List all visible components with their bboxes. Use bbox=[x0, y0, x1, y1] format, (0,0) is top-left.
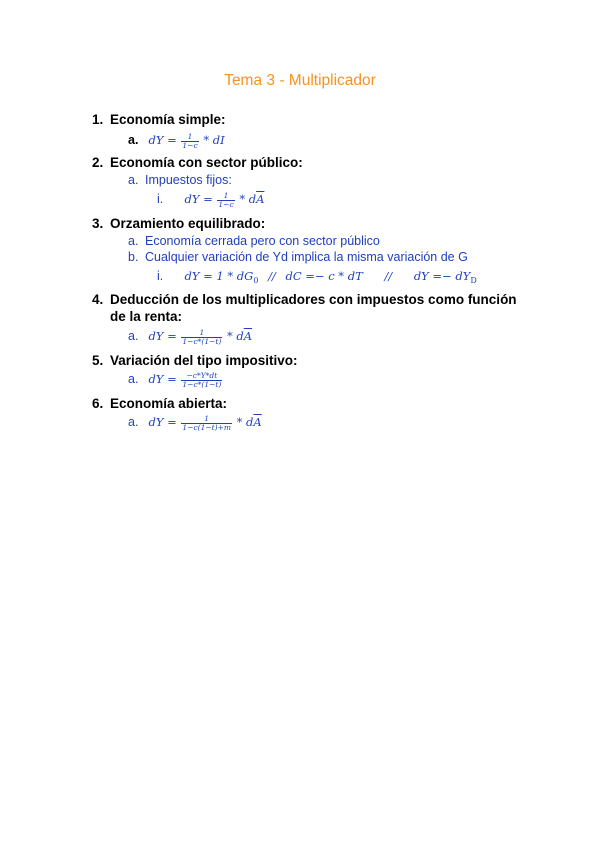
formula-lhs: dY = bbox=[148, 372, 177, 386]
sub-text: Cualquier variación de Yd implica la misma variación de G bbox=[145, 250, 468, 264]
sub-item-text bbox=[128, 172, 232, 188]
numerator: 1 bbox=[181, 415, 232, 424]
sub-marker: a. bbox=[128, 133, 139, 147]
sub-text: Economía cerrada pero con sector público bbox=[145, 234, 380, 248]
formula-lhs: dY = bbox=[148, 329, 177, 343]
item-heading: Economía con sector público: bbox=[110, 155, 303, 170]
denominator: 1−c*(1−t) bbox=[182, 379, 222, 389]
sub-marker: a. bbox=[128, 234, 139, 248]
formula-lhs: dY = bbox=[148, 133, 177, 147]
item-tipo-impositivo bbox=[92, 352, 530, 369]
formula-part: dY = 1 * dG bbox=[184, 269, 254, 283]
fraction bbox=[181, 329, 222, 346]
formula-tax-rate-variation bbox=[148, 370, 223, 389]
page-title: Tema 3 - Multiplicador bbox=[224, 72, 376, 89]
item-heading: Deducción de los multiplicadores con impuestos como función de la renta: bbox=[110, 292, 517, 324]
formula-lhs: dY = bbox=[184, 192, 213, 206]
formula-separator: // bbox=[268, 269, 276, 283]
formula-balanced-budget bbox=[184, 269, 476, 283]
item-orzamiento bbox=[92, 215, 530, 232]
sub-marker: a. bbox=[128, 415, 139, 429]
item-number: 2. bbox=[92, 155, 104, 170]
sub-marker: a. bbox=[128, 173, 139, 187]
numerator: 1 bbox=[217, 192, 234, 201]
formula-overline-var: $\overline{A}$ bbox=[253, 415, 262, 429]
denominator: 1−c(1−t)+m bbox=[182, 422, 231, 432]
item-economia-abierta bbox=[92, 395, 530, 412]
formula-open-economy-multiplier bbox=[148, 413, 262, 432]
fraction bbox=[181, 133, 198, 150]
item-sector-publico bbox=[92, 154, 530, 171]
sub-item-formula bbox=[157, 191, 264, 209]
denominator: 1−c bbox=[218, 199, 234, 209]
sub-item-formula bbox=[128, 132, 225, 150]
sub-item-formula bbox=[128, 414, 262, 432]
formula-subscript: 0 bbox=[253, 276, 259, 285]
item-number: 1. bbox=[92, 112, 104, 127]
sub-marker: i. bbox=[157, 269, 164, 283]
formula-overline-var: $\overline{A}$ bbox=[256, 192, 265, 206]
sub-marker: a. bbox=[128, 329, 139, 343]
sub-item-formula bbox=[157, 268, 477, 289]
fraction bbox=[217, 192, 234, 209]
fraction bbox=[181, 372, 222, 389]
item-number: 3. bbox=[92, 216, 104, 231]
formula-part: dC =− c * dT bbox=[285, 269, 363, 283]
sub-marker: a. bbox=[128, 372, 139, 386]
formula-income-tax-multiplier bbox=[148, 327, 253, 346]
item-number: 6. bbox=[92, 396, 104, 411]
formula-rhs: * d bbox=[236, 415, 254, 429]
formula-lhs: dY = bbox=[148, 415, 177, 429]
formula-rhs: * d bbox=[239, 192, 257, 206]
denominator: 1−c bbox=[182, 140, 198, 150]
formula-rhs: * dI bbox=[203, 133, 225, 147]
item-heading: Economía abierta: bbox=[110, 396, 228, 411]
formula-overline-var: $\overline{A}$ bbox=[243, 329, 253, 343]
fraction bbox=[181, 415, 232, 432]
sub-item-formula bbox=[128, 371, 223, 389]
formula-rhs: * d bbox=[226, 329, 244, 343]
item-heading: Orzamiento equilibrado: bbox=[110, 216, 266, 231]
formula-fixed-tax-multiplier bbox=[184, 190, 265, 209]
item-heading: Variación del tipo impositivo: bbox=[110, 353, 298, 368]
numerator: −c*Y*dt bbox=[181, 372, 222, 381]
formula-separator: // bbox=[384, 269, 393, 283]
sub-item-formula bbox=[128, 328, 252, 346]
sub-item-text bbox=[128, 249, 468, 265]
sub-item-text bbox=[128, 233, 380, 249]
numerator: 1 bbox=[181, 133, 198, 142]
denominator: 1−c*(1−t) bbox=[182, 336, 222, 346]
item-number: 5. bbox=[92, 353, 104, 368]
formula-subscript: D bbox=[470, 276, 477, 285]
formula-simple-multiplier bbox=[148, 131, 225, 150]
sub-marker: b. bbox=[128, 250, 139, 264]
sub-text: Impuestos fijos: bbox=[145, 173, 232, 187]
item-number: 4. bbox=[92, 292, 104, 307]
formula-part: dY =− dY bbox=[413, 269, 471, 283]
sub-marker: i. bbox=[157, 192, 164, 206]
item-economia-simple bbox=[92, 111, 530, 128]
item-heading: Economía simple: bbox=[110, 112, 226, 127]
item-deduccion bbox=[92, 291, 530, 325]
numerator: 1 bbox=[181, 329, 222, 338]
